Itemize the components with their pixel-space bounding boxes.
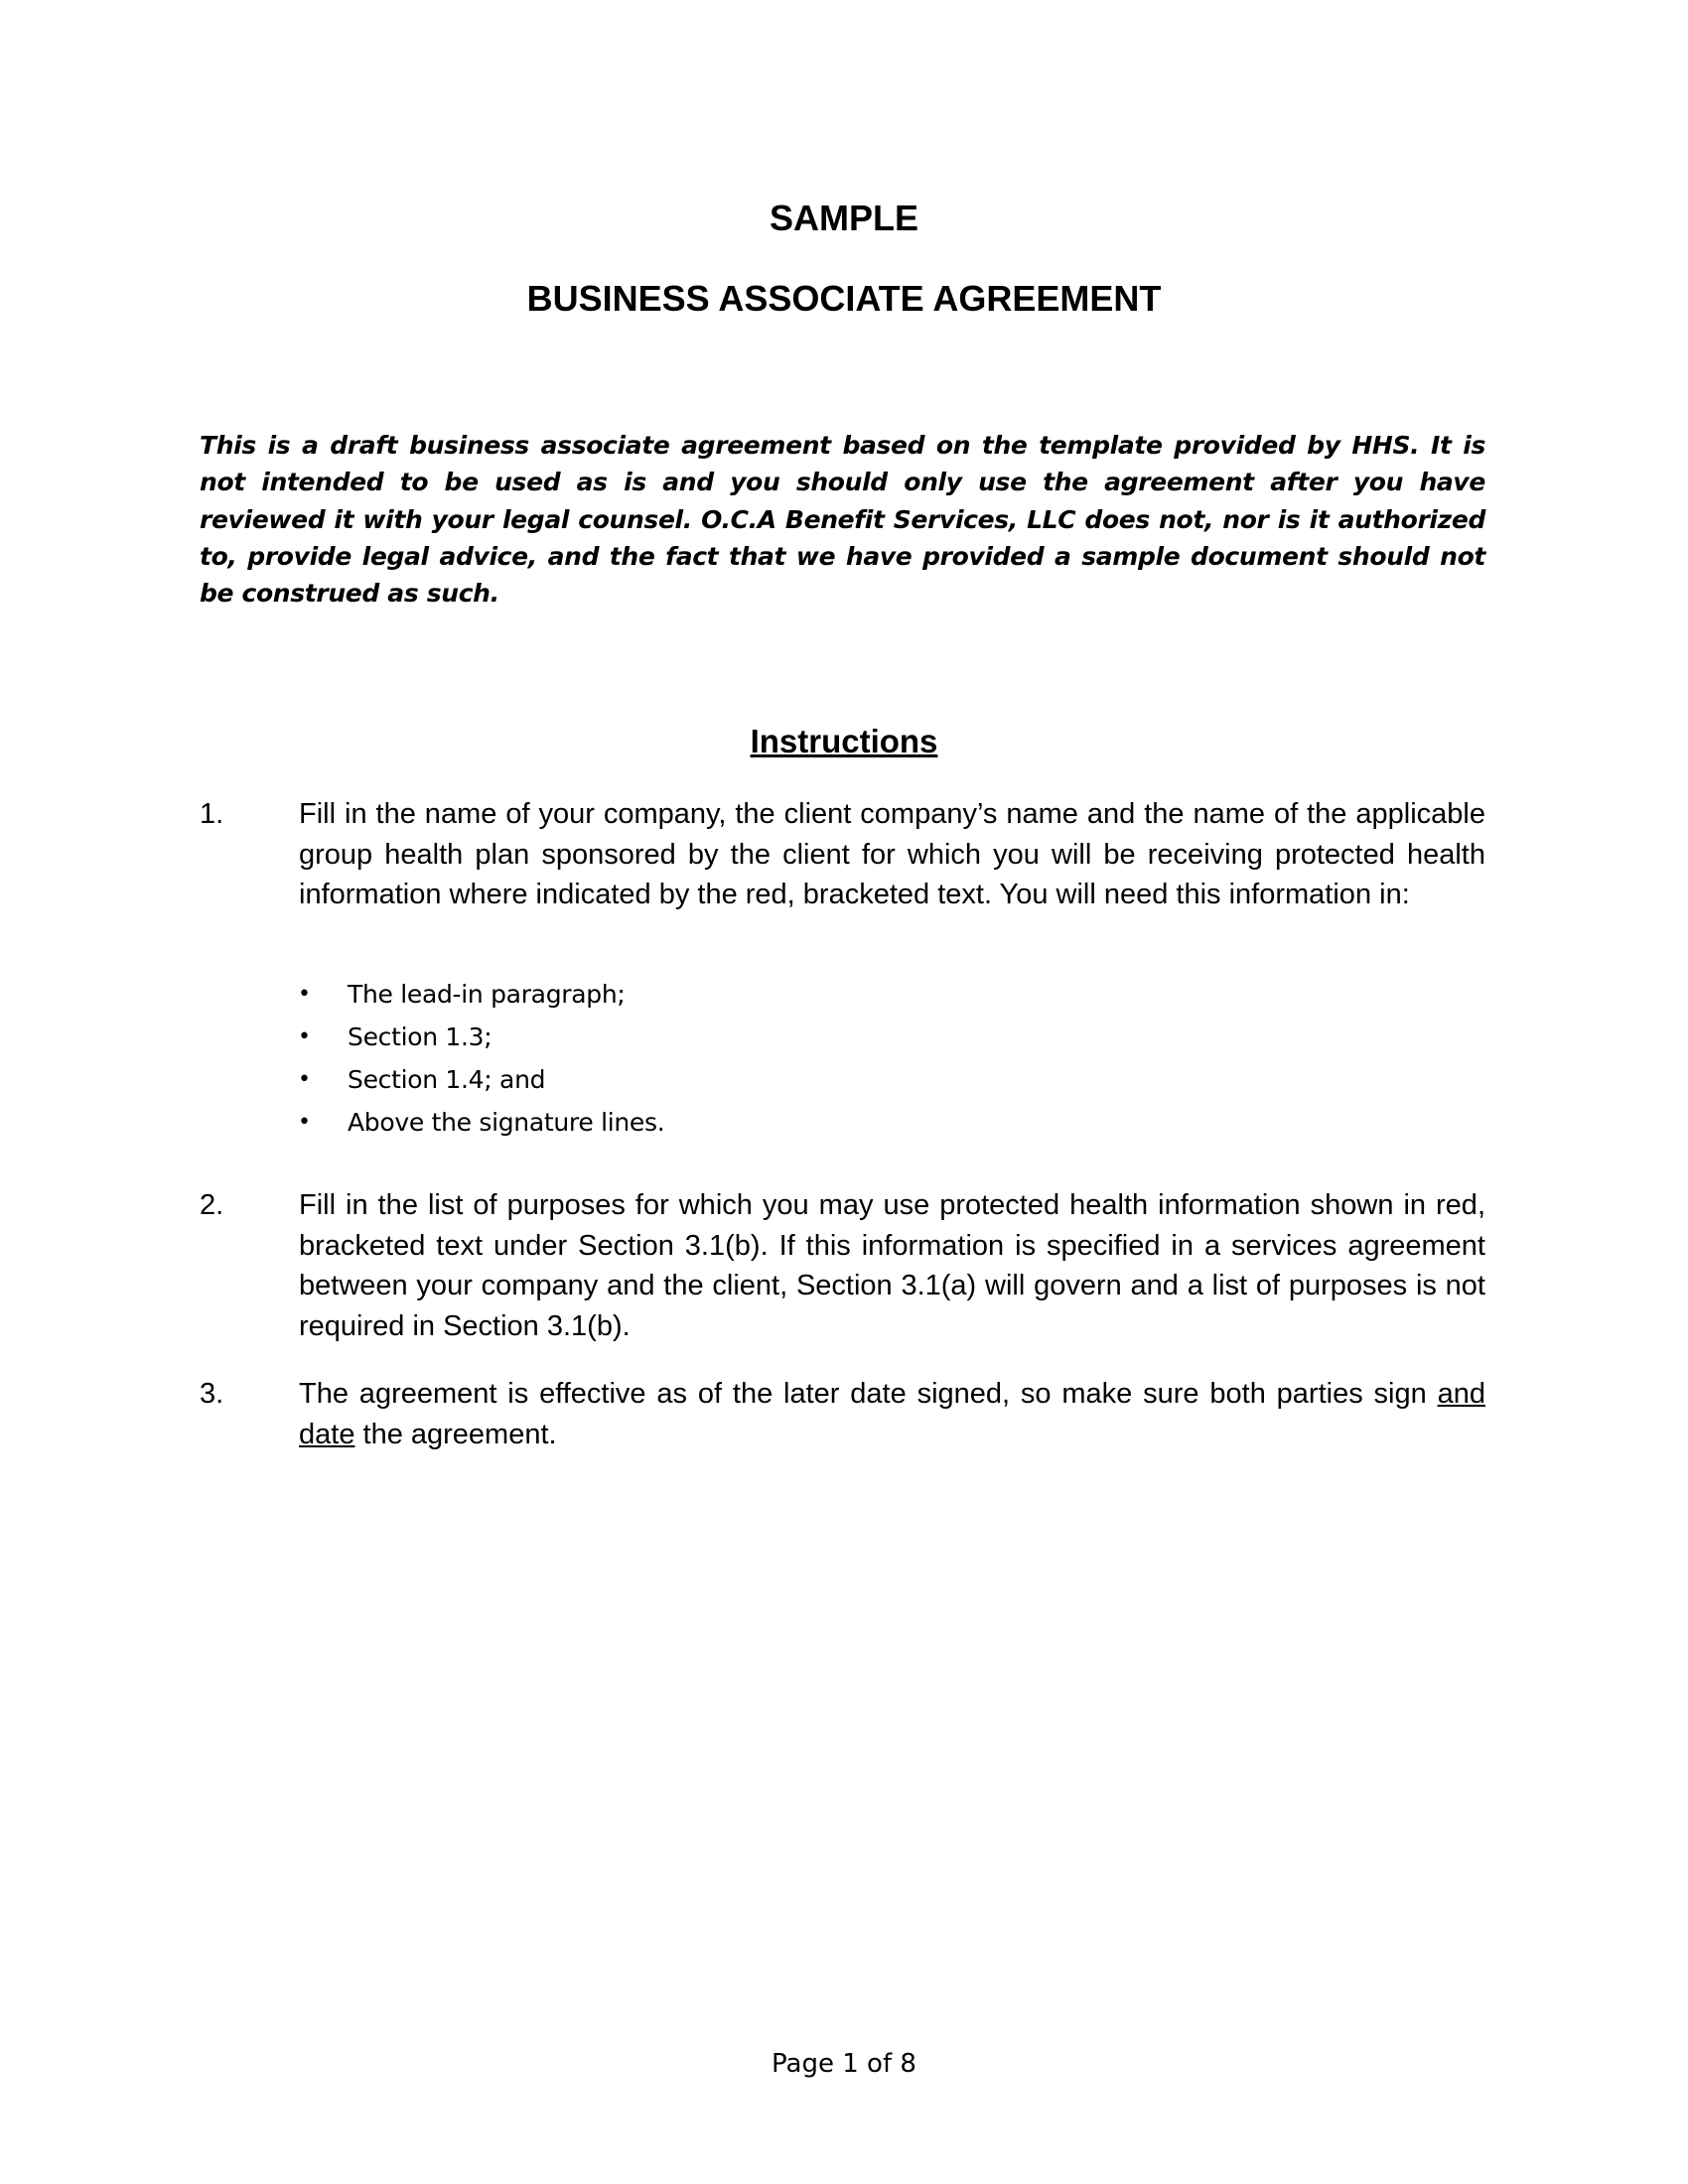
- list-item: [298, 980, 1192, 1023]
- instructions-heading: Instructions: [750, 723, 938, 759]
- bullet-icon: •: [298, 1024, 311, 1049]
- item-text: Fill in the list of purposes for which you may use protected health information shown in red, bracketed text under Section 3.1(b). If this information is specified in a services agreement between your company and the client, Section 3.1(a) will govern and a list of purposes is not required in Section 3.1(b).: [299, 1189, 1485, 1342]
- bullet-icon: •: [298, 1110, 311, 1135]
- underlined-text: and date: [299, 1378, 1485, 1450]
- bullet-text: Section 1.3;: [348, 1023, 492, 1051]
- list-item: [298, 1108, 1192, 1151]
- item-text: [299, 1374, 1485, 1454]
- item-number: 2.: [200, 1189, 224, 1221]
- document-title-agreement: BUSINESS ASSOCIATE AGREEMENT: [526, 278, 1162, 319]
- document-title-sample: SAMPLE: [769, 198, 918, 238]
- bullet-text: The lead-in paragraph;: [348, 980, 626, 1009]
- bullet-list: [298, 980, 1192, 1151]
- disclaimer-paragraph: This is a draft business associate agreement based on the template provided by HHS. It is not intended to be used as is and you should only use the agreement after you have reviewed it with your legal counsel. O.C.A Benefit Services, LLC does not, nor is it authorized to, provide legal advice, and the fact that we have provided a sample document should not be construed as such.: [200, 431, 1485, 609]
- list-item: [298, 1023, 1192, 1065]
- bullet-icon: •: [298, 1067, 311, 1092]
- page-number-footer: Page 1 of 8: [772, 2049, 916, 2079]
- item-text-end: the agreement.: [354, 1418, 557, 1450]
- item-number: 1.: [200, 798, 224, 830]
- item-text-start: The agreement is effective as of the later date signed, so make sure both parties sign: [299, 1378, 1438, 1410]
- bullet-text: Section 1.4; and: [348, 1065, 546, 1094]
- bullet-text: Above the signature lines.: [348, 1108, 665, 1137]
- item-text: Fill in the name of your company, the client company’s name and the name of the applicable group health plan sponsored by the client for which you will be receiving protected health information where indicated by the red, bracketed text. You will need this information in:: [299, 798, 1485, 910]
- list-item: [298, 1065, 1192, 1108]
- bullet-icon: •: [298, 982, 311, 1007]
- item-number: 3.: [200, 1378, 224, 1410]
